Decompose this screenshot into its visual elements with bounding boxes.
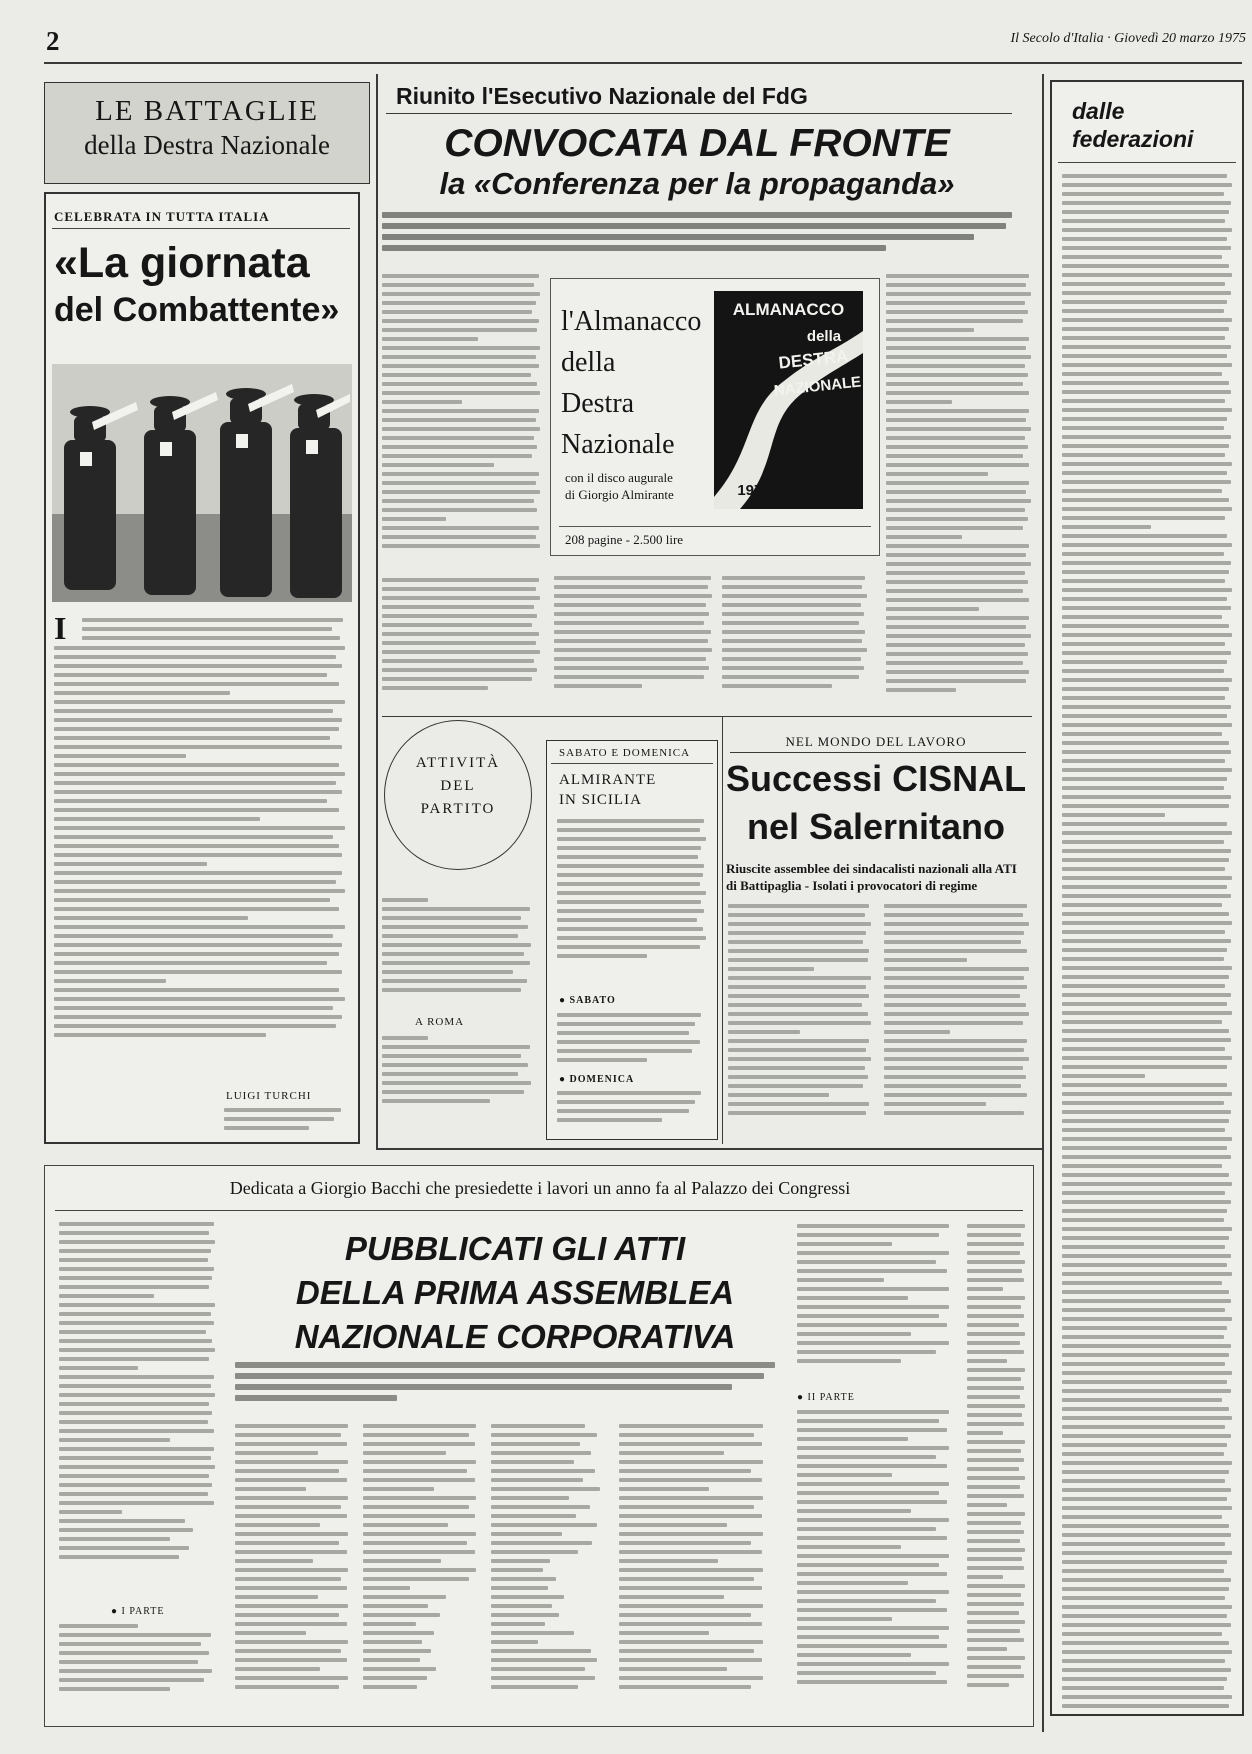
article-kicker: Riunito l'Esecutivo Nazionale del FdG [396,83,808,109]
page-number: 2 [46,26,60,56]
article-giornata-combattente [44,192,360,1144]
article-lead [235,1362,775,1416]
listing-subheading: ● DOMENICA [559,1074,635,1085]
signature-caption [224,1108,346,1134]
advert-title-line: Nazionale [561,429,675,460]
article-body [557,819,707,987]
column-dalle-federazioni [1050,80,1244,1716]
column-heading-line1: dalle [1072,98,1125,124]
badge-line2: DEL [440,778,476,794]
article-signature: LUIGI TURCHI [226,1090,312,1102]
divider [382,716,1032,717]
advert-subtitle [565,469,674,503]
cover-year: 1975 [737,482,771,499]
advert-title [561,301,701,465]
article-body [554,576,714,708]
section-banner-line1: LE BATTAGLIE [95,95,319,127]
advert-title-line: Destra [561,388,635,419]
cover-title: ALMANACCO [732,300,845,319]
section-banner-line2: della Destra Nazionale [84,130,330,160]
contents-list [797,1410,955,1720]
advert-title-line: l'Almanacco [561,306,702,337]
advert-almanacco [550,278,880,556]
section-banner-battaglie [44,82,370,184]
article-atti-assemblea-corporativa [44,1165,1034,1727]
advert-subtitle-line: di Giorgio Almirante [565,487,674,502]
masthead-rule [44,62,1242,64]
cover-subtitle: della [806,328,842,345]
column-rule [1042,74,1044,1732]
article-body [382,578,542,708]
contents-list [619,1424,769,1720]
contents-list [363,1424,481,1720]
article-body [82,618,348,642]
attivita-del-partito-badge [384,720,532,870]
divider [52,228,350,229]
headline-line2: nel Salernitano [746,806,1006,847]
section-label: ● I PARTE [111,1606,165,1617]
section-label: ● II PARTE [797,1392,855,1403]
headline-line2: del Combattente» [54,291,340,329]
masthead-line: Il Secolo d'Italia · Giovedì 20 marzo 1975 [1010,31,1246,46]
column-rule [722,716,723,1144]
article-kicker: SABATO E DOMENICA [559,747,691,759]
headline-line2: DELLA PRIMA ASSEMBLEA [295,1274,735,1311]
article-body [382,274,542,572]
contents-list [59,1624,217,1720]
section-rule [376,1148,1044,1150]
contents-list [491,1424,609,1720]
divider [55,1210,1023,1211]
article-summary [382,212,1012,268]
article-body [728,904,872,1140]
badge-line3: PARTITO [420,801,496,817]
advert-title-line: della [561,347,616,378]
activity-listing [382,1036,536,1132]
cover-subtitle: DESTRA [777,346,850,373]
article-kicker: Dedicata a Giorgio Bacchi che presiedette i lavori un anno fa al Palazzo dei Congressi [229,1178,851,1198]
divider [551,763,713,764]
badge-line1: ATTIVITÀ [415,755,501,771]
advert-subtitle-line: con il disco augurale [565,470,673,485]
divider [559,526,871,527]
headline-line2: la «Conferenza per la propaganda» [439,166,955,201]
schedule-list [557,1013,707,1069]
article-body [886,274,1032,708]
listing-subheading: A ROMA [415,1016,465,1028]
column-rule [376,74,378,1150]
article-kicker: NEL MONDO DEL LAVORO [785,734,967,749]
divider [386,113,1012,114]
headline-line1: ALMIRANTE [559,772,657,788]
advert-price: 208 pagine - 2.500 lire [565,532,684,547]
photo-trumpeters [52,364,352,602]
activity-listing [382,898,536,1008]
contents-list [235,1424,353,1720]
article-body [54,646,348,1082]
column-body [1062,174,1234,1710]
headline-line1: Successi CISNAL [726,758,1027,799]
divider [730,752,1026,753]
headline-line1: «La giornata [54,239,310,287]
article-body [967,1224,1027,1720]
headline-line2: IN SICILIA [559,792,642,808]
article-body [59,1222,217,1598]
drop-cap: I [54,610,67,646]
headline-line1: CONVOCATA DAL FRONTE [444,122,950,165]
article-body [722,576,868,708]
column-heading-line2: federazioni [1072,126,1194,152]
divider [1058,162,1236,163]
article-kicker: CELEBRATA IN TUTTA ITALIA [54,209,270,224]
article-almirante-sicilia [546,740,718,1140]
contents-list [797,1224,955,1384]
article-summary: Riuscite assemblee dei sindacalisti nazionali alla ATI di Battipaglia - Isolati i provocatori di regime [726,861,1017,893]
headline-line1: PUBBLICATI GLI ATTI [344,1230,686,1267]
article-body [884,904,1030,1140]
listing-subheading: ● SABATO [559,995,616,1006]
cover-subtitle: NAZIONALE [773,373,862,400]
schedule-list [557,1091,707,1135]
almanacco-cover-image [714,291,863,509]
headline-line3: NAZIONALE CORPORATIVA [294,1318,736,1355]
